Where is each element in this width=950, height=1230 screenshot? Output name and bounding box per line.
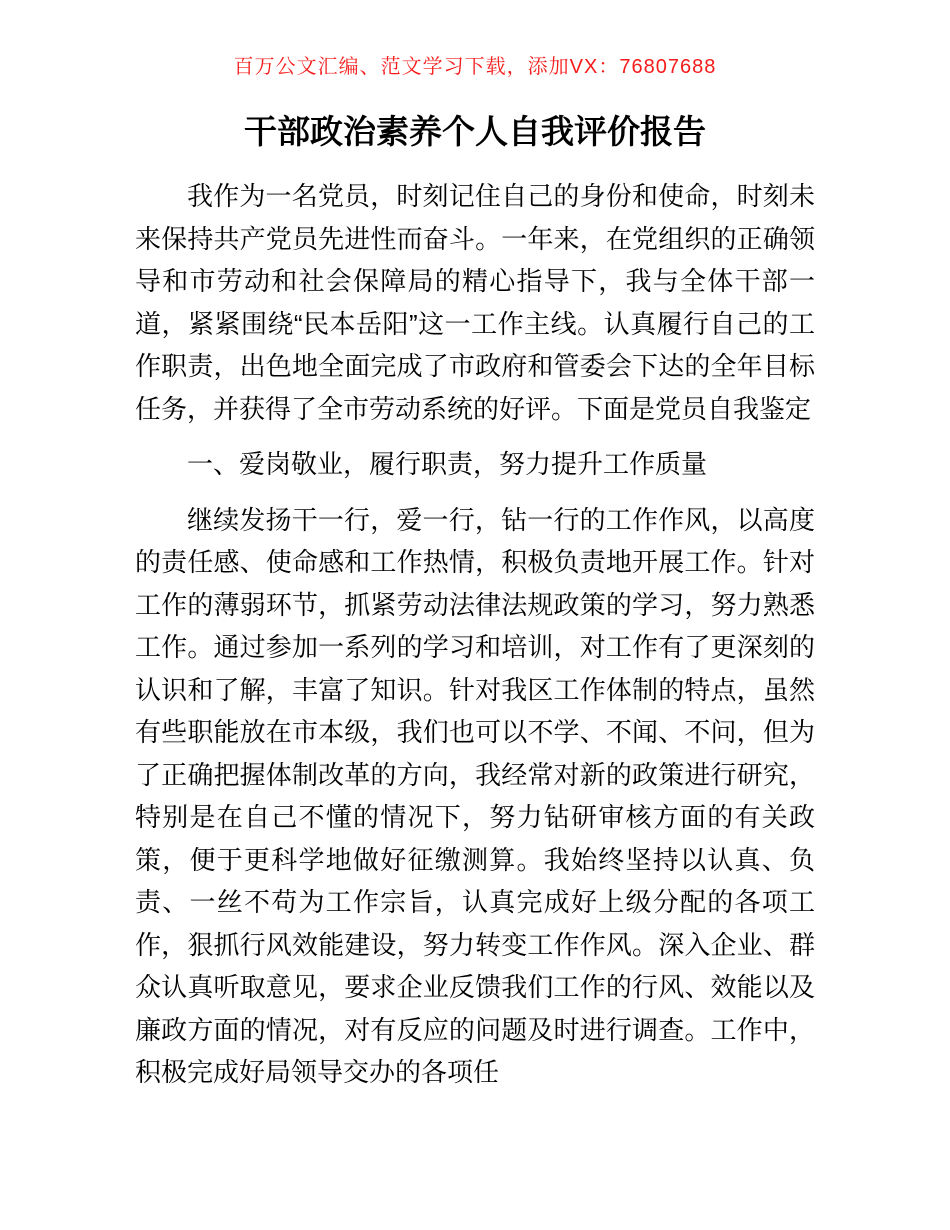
section-heading-1: 一、爱岗敬业，履行职责，努力提升工作质量	[187, 449, 708, 479]
promo-notice: 百万公文汇编、范文学习下载，添加VX：76807688	[233, 56, 717, 78]
document-body	[135, 175, 815, 1094]
paragraph-2: 继续发扬干一行，爱一行，钻一行的工作作风，以高度的责任感、使命感和工作热情，积极负责地开展工作。针对工作的薄弱环节，抓紧劳动法律法规政策的学习，努力熟悉工作。通过参加一系列的学习和培训，对工作有了更深刻的认识和了解，丰富了知识。针对我区工作体制的特点，虽然有些职能放在市本级，我们也可以不学、不闻、不问，但为了正确把握体制改革的方向，我经常对新的政策进行研究，特别是在自己不懂的情况下，努力钻研审核方面的有关政策，便于更科学地做好征缴测算。我始终坚持以认真、负责、一丝不苟为工作宗旨，认真完成好上级分配的各项工作，狠抓行风效能建设，努力转变工作作风。深入企业、群众认真听取意见，要求企业反馈我们工作的行风、效能以及廉政方面的情况，对有反应的问题及时进行调查。工作中，积极完成好局领导交办的各项任	[135, 504, 815, 1087]
document-title: 干部政治素养个人自我评价报告	[244, 113, 706, 150]
paragraph-1: 我作为一名党员，时刻记住自己的身份和使命，时刻未来保持共产党员先进性而奋斗。一年来，在党组织的正确领导和市劳动和社会保障局的精心指导下，我与全体干部一道，紧紧围绕“民本岳阳”这一工作主线。认真履行自己的工作职责，出色地全面完成了市政府和管委会下达的全年目标任务，并获得了全市劳动系统的好评。下面是党员自我鉴定	[135, 181, 815, 424]
